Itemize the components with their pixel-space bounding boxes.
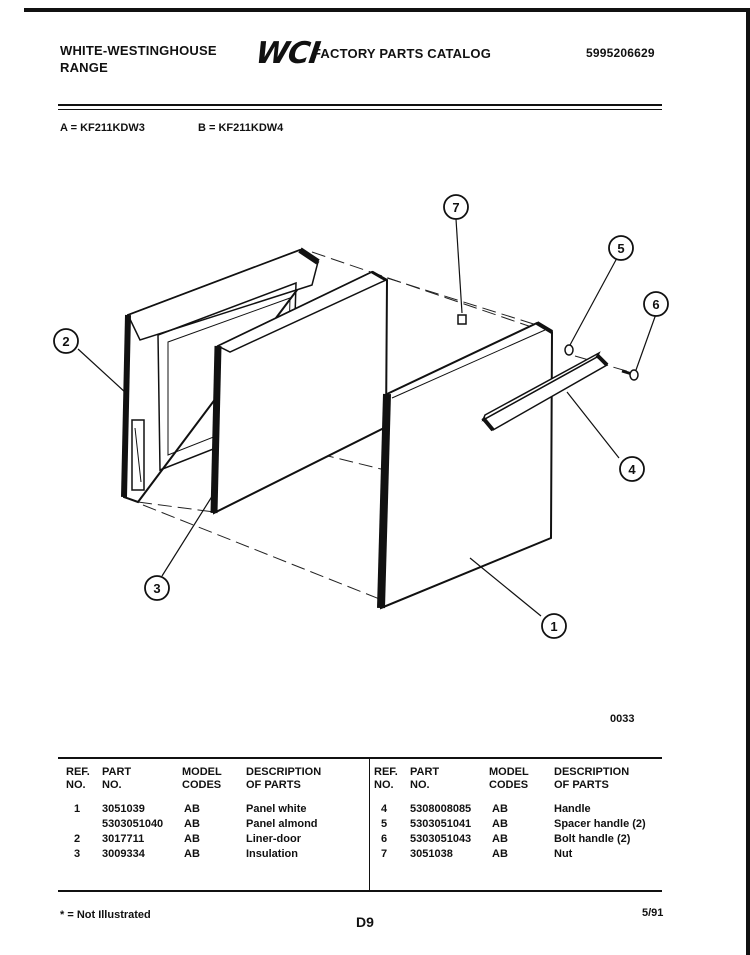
nut-part: [458, 315, 466, 324]
catalog-number: 5995206629: [586, 46, 655, 60]
table-row-desc: Handle: [554, 803, 591, 815]
table-row-part: 5303051041: [410, 818, 472, 830]
table-row-codes: AB: [492, 818, 508, 830]
table-row-part: 3051038: [410, 848, 453, 860]
table-row-part: 5303051040: [102, 818, 164, 830]
table-row-desc: Liner-door: [246, 833, 301, 845]
figure-code: 0033: [610, 713, 635, 725]
brand-line-1: WHITE-WESTINGHOUSE: [60, 43, 217, 58]
callout-7: 7: [452, 200, 460, 215]
table-bottom-rule: [58, 890, 662, 892]
page-number: D9: [356, 914, 374, 930]
callout-2: 2: [62, 334, 70, 349]
table-row-part: 5303051043: [410, 833, 472, 845]
left-desc-header: DESCRIPTION OF PARTS: [246, 766, 322, 791]
table-row-part: 3009334: [102, 848, 145, 860]
table-row-codes: AB: [492, 803, 508, 815]
table-row-desc: Spacer handle (2): [554, 818, 646, 830]
right-part-header: PART NO.: [410, 766, 440, 791]
table-row-ref: 5: [381, 818, 388, 830]
revision-date: 5/91: [642, 907, 664, 919]
footnote: * = Not Illustrated: [60, 909, 151, 921]
table-row-desc: Insulation: [246, 848, 298, 860]
right-desc-header: DESCRIPTION OF PARTS: [554, 766, 630, 791]
table-row-part: 5308008085: [410, 803, 472, 815]
table-row-desc: Panel almond: [246, 818, 318, 830]
table-row-desc: Bolt handle (2): [554, 833, 631, 845]
table-row-ref: 6: [381, 833, 388, 845]
left-ref-header: REF. NO.: [66, 766, 90, 791]
right-ref-header: REF. NO.: [374, 766, 398, 791]
header-rule-thick: [58, 104, 662, 106]
catalog-title: FACTORY PARTS CATALOG: [313, 46, 492, 61]
table-row-desc: Panel white: [246, 803, 307, 815]
callout-3: 3: [153, 581, 161, 596]
table-row-ref: 4: [381, 803, 388, 815]
table-row-codes: AB: [492, 833, 508, 845]
header-rule-thin: [58, 109, 662, 110]
bolt-part: [622, 370, 638, 380]
wci-logo: WCI: [253, 36, 322, 71]
callout-1: 1: [550, 619, 558, 634]
callout-4: 4: [628, 462, 636, 477]
right-codes-header: MODEL CODES: [489, 766, 529, 791]
spacer-part: [565, 345, 573, 355]
table-row-ref: 7: [381, 848, 388, 860]
model-a: A = KF211KDW3: [60, 122, 145, 134]
page-frame-top: [24, 8, 750, 12]
left-codes-header: MODEL CODES: [182, 766, 222, 791]
table-row-codes: AB: [184, 833, 200, 845]
callout-6: 6: [652, 297, 660, 312]
table-row-codes: AB: [184, 803, 200, 815]
callout-5: 5: [617, 241, 625, 256]
brand-line-2: RANGE: [60, 60, 108, 75]
model-b: B = KF211KDW4: [198, 122, 284, 134]
table-row-ref: 1: [74, 803, 81, 815]
table-row-part: 3017711: [102, 833, 145, 845]
exploded-door-diagram: [0, 170, 750, 690]
table-row-ref: 2: [74, 833, 81, 845]
table-row-codes: AB: [184, 818, 200, 830]
left-part-header: PART NO.: [102, 766, 132, 791]
table-column-divider: [369, 759, 370, 890]
table-row-part: 3051039: [102, 803, 145, 815]
outer-panel-part: [381, 323, 552, 608]
table-top-rule: [58, 757, 662, 759]
table-row-codes: AB: [184, 848, 200, 860]
table-row-desc: Nut: [554, 848, 573, 860]
table-row-codes: AB: [492, 848, 508, 860]
table-row-ref: 3: [74, 848, 81, 860]
